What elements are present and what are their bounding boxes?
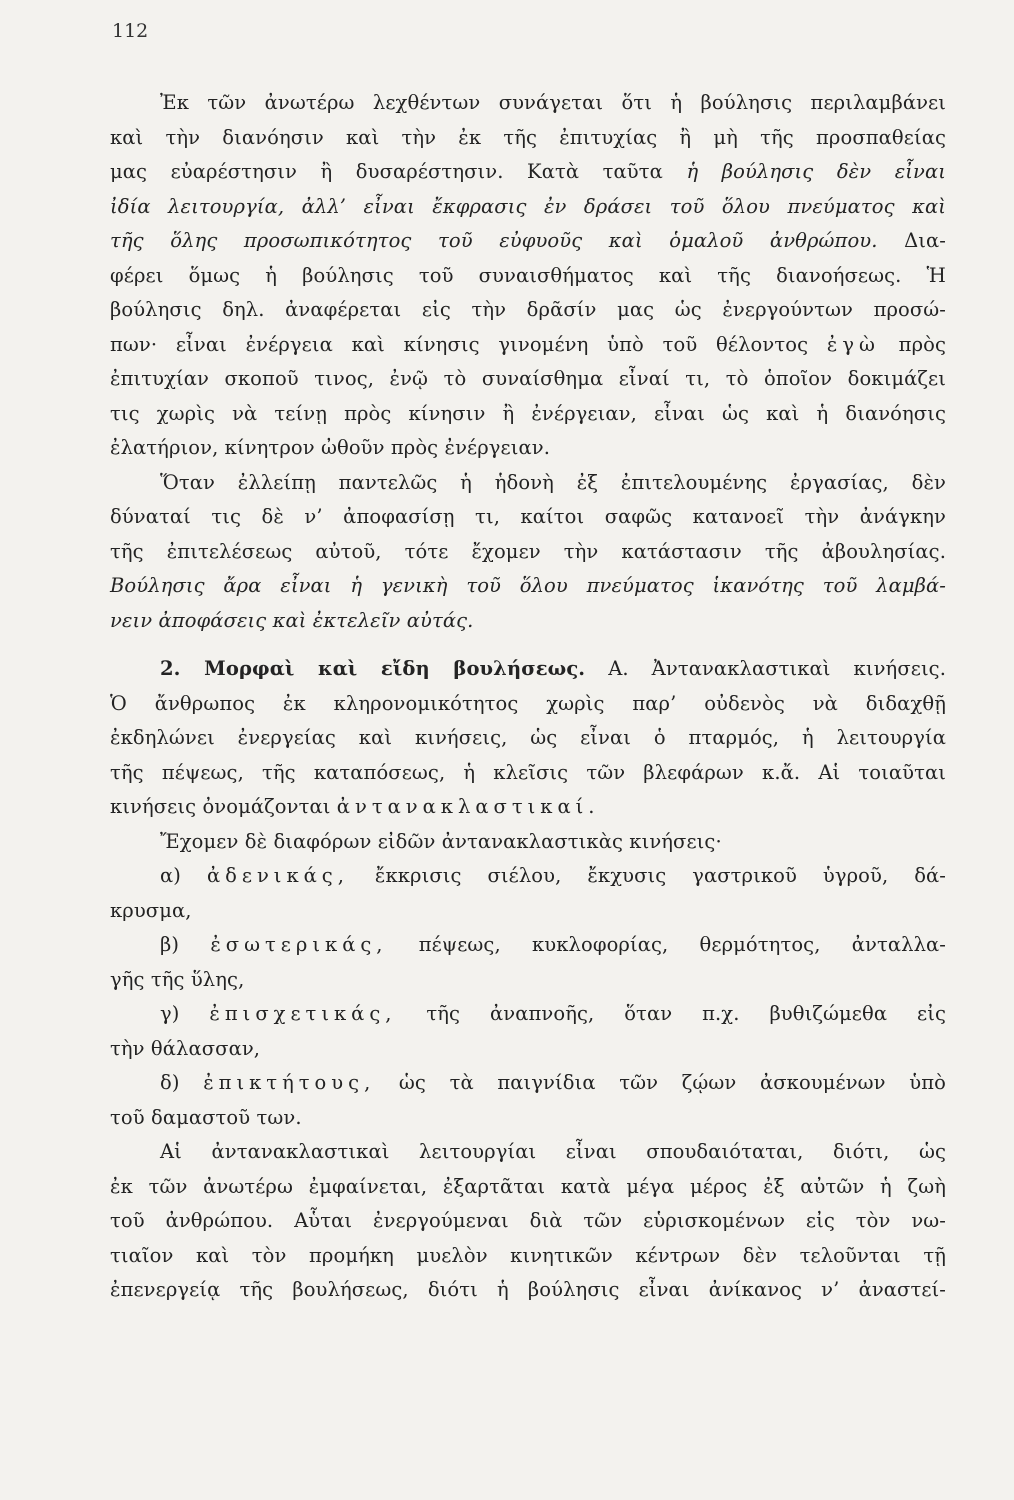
text-line: [110, 604, 946, 639]
heading-text: 2. Μορφαὶ καὶ εἴδη βουλήσεως.: [160, 657, 586, 680]
text-line: [110, 190, 946, 225]
spaced-term: ἀντανακλαστικαί.: [336, 795, 600, 818]
text-segment: Αἱ ἀντανακλαστικαὶ λειτουργίαι εἶναι σπουδαιόταται, διότι, ὡς: [160, 1140, 946, 1163]
text-segment: δύναταί τις δὲ ν’ ἀποφασίσῃ τι, καίτοι σαφῶς κατανοεῖ τὴν ἀνάγκην: [110, 505, 946, 528]
text-segment: γῆς τῆς ὕλης,: [110, 967, 245, 991]
text-segment: ἐπενεργείᾳ τῆς βουλήσεως, διότι ἡ βούλησις εἶναι ἀνίκανος ν’ ἀναστεί-: [110, 1278, 946, 1301]
italic-text: νειν ἀποφάσεις καὶ ἐκτελεῖν αὐτάς.: [110, 608, 474, 632]
italic-text: ἡ βούλησις δὲν εἶναι: [686, 160, 947, 183]
spaced-term: ἐπισχετικάς,: [209, 1002, 397, 1025]
text-segment: ὡς τὰ παιγνίδια τῶν ζῴων ἀσκουμένων ὑπὸ: [375, 1071, 946, 1094]
text-line: [110, 224, 946, 259]
text-line: [110, 1273, 946, 1308]
text-segment: ἔκκρισις σιέλου, ἔκχυσις γαστρικοῦ ὑγροῦ, δά-: [348, 864, 946, 887]
text-line: [110, 790, 946, 825]
text-segment: τις χωρὶς νὰ τείνῃ πρὸς κίνησιν ἢ ἐνέργειαν, εἶναι ὡς καὶ ἡ διανόησις: [110, 401, 946, 425]
text-line: [110, 121, 946, 156]
italic-text: τῆς ὅλης προσωπικότητος τοῦ εὐφυοῦς καὶ ὁμαλοῦ ἀνθρώπου.: [110, 229, 878, 252]
text-line: [110, 721, 946, 756]
spaced-term: ἐπικτήτους,: [203, 1071, 376, 1094]
text-line: [110, 397, 946, 432]
text-line: [110, 1135, 946, 1170]
text-segment: Α. Ἀντανακλαστικαὶ κινήσεις.: [585, 657, 947, 680]
text-line: [110, 293, 946, 328]
text-segment: πων· εἶναι ἐνέργεια καὶ κίνησις γινομένη ὑπὸ τοῦ θέλοντος: [110, 332, 827, 356]
text-segment: Ὅταν ἐλλείπῃ παντελῶς ἡ ἡδονὴ ἐξ ἐπιτελουμένης ἐργασίας, δὲν: [160, 470, 946, 494]
text-segment: ἐκδηλώνει ἐνεργείας καὶ κινήσεις, ὡς εἶναι ὁ πταρμός, ἡ λειτουργία: [110, 726, 946, 749]
text-segment: ἐλατήριον, κίνητρον ὠθοῦν πρὸς ἐνέργειαν.: [110, 436, 551, 459]
italic-text: Βούλησις ἄρα εἶναι ἡ γενικὴ τοῦ ὅλου πνεύματος ἱκανότης τοῦ λαμβά-: [110, 574, 946, 597]
text-line: [110, 928, 946, 963]
text-line: [110, 756, 946, 791]
text-line: [110, 1066, 946, 1101]
text-segment: φέρει ὅμως ἡ βούλησις τοῦ συναισθήματος καὶ τῆς διανοήσεως. Ἡ: [110, 263, 946, 287]
text-segment: μας εὐαρέστησιν ἢ δυσαρέστησιν. Κατὰ ταῦτα: [110, 160, 687, 183]
text-line: [110, 825, 946, 860]
body-text: [110, 86, 946, 1308]
text-segment: Ἔχομεν δὲ διαφόρων εἰδῶν ἀντανακλαστικὰς κινήσεις·: [160, 829, 722, 853]
text-line: [110, 362, 946, 397]
spaced-term: ἀδενικάς,: [206, 864, 349, 887]
spaced-term: ἐσωτερικάς,: [210, 933, 388, 956]
text-segment: β): [160, 933, 211, 956]
text-line: [110, 86, 946, 121]
text-line: [110, 259, 946, 294]
italic-text: ἰδία λειτουργία, ἀλλ’ εἶναι ἔκφρασις ἐν δράσει τοῦ ὅλου πνεύματος καὶ: [110, 194, 946, 218]
text-line: [110, 569, 946, 604]
text-line: [110, 859, 946, 894]
text-line: [110, 328, 946, 363]
text-segment: τοῦ δαμαστοῦ των.: [110, 1105, 302, 1129]
text-segment: γ): [160, 1002, 210, 1025]
text-segment: τὴν θάλασσαν,: [110, 1036, 261, 1060]
text-line: [110, 963, 946, 998]
section-heading: [110, 652, 946, 687]
text-segment: δ): [160, 1071, 204, 1094]
text-line: [110, 997, 946, 1032]
text-line: [110, 1101, 946, 1136]
text-segment: τῆς ἐπιτελέσεως αὐτοῦ, τότε ἔχομεν τὴν κατάστασιν τῆς ἀβουλησίας.: [110, 539, 946, 563]
text-segment: τοῦ ἀνθρώπου. Αὗται ἐνεργούμεναι διὰ τῶν εὑρισκομένων εἰς τὸν νω-: [110, 1209, 946, 1232]
text-line: [110, 500, 946, 535]
text-line: [110, 1239, 946, 1274]
text-segment: τῆς ἀναπνοῆς, ὅταν π.χ. βυθιζώμεθα εἰς: [396, 1002, 946, 1025]
text-line: [110, 1170, 946, 1205]
text-segment: πρὸς: [879, 332, 946, 356]
text-segment: βούλησις δηλ. ἀναφέρεται εἰς τὴν δρᾶσίν μας ὡς ἐνεργούντων προσώ-: [110, 298, 946, 321]
page-number: 112: [112, 20, 149, 42]
text-line: [110, 1032, 946, 1067]
text-segment: Ἐκ τῶν ἀνωτέρω λεχθέντων συνάγεται ὅτι ἡ βούλησις περιλαμβάνει: [160, 91, 946, 114]
text-line: [110, 1204, 946, 1239]
text-line: [110, 687, 946, 722]
text-line: [110, 535, 946, 570]
text-segment: καὶ τὴν διανόησιν καὶ τὴν ἐκ τῆς ἐπιτυχίας ἢ μὴ τῆς προσπαθείας: [110, 125, 946, 149]
text-segment: κρυσμα,: [110, 898, 192, 922]
text-segment: α): [160, 864, 207, 887]
text-segment: κινήσεις ὀνομάζονται: [110, 795, 337, 818]
spaced-term: ἐγὼ: [826, 332, 880, 356]
text-segment: Δια-: [877, 229, 946, 252]
text-line: [110, 894, 946, 929]
text-segment: τιαῖον καὶ τὸν προμήκη μυελὸν κινητικῶν κέντρων δὲν τελοῦνται τῇ: [110, 1243, 946, 1267]
text-segment: ἐκ τῶν ἀνωτέρω ἐμφαίνεται, ἐξαρτᾶται κατὰ μέγα μέρος ἐξ αὐτῶν ἡ ζωὴ: [110, 1174, 946, 1198]
text-line: [110, 155, 946, 190]
text-segment: τῆς πέψεως, τῆς καταπόσεως, ἡ κλεῖσις τῶν βλεφάρων κ.ἄ. Αἱ τοιαῦται: [110, 760, 946, 784]
text-segment: ἐπιτυχίαν σκοποῦ τινος, ἐνῷ τὸ συναίσθημα εἶναί τι, τὸ ὁποῖον δοκιμάζει: [110, 367, 946, 390]
text-line: [110, 431, 946, 466]
text-segment: πέψεως, κυκλοφορίας, θερμότητος, ἀνταλλα-: [387, 933, 946, 956]
text-line: [110, 466, 946, 501]
text-segment: Ὁ ἄνθρωπος ἐκ κληρονομικότητος χωρὶς παρ’ οὐδενὸς νὰ διδαχθῇ: [110, 691, 946, 715]
